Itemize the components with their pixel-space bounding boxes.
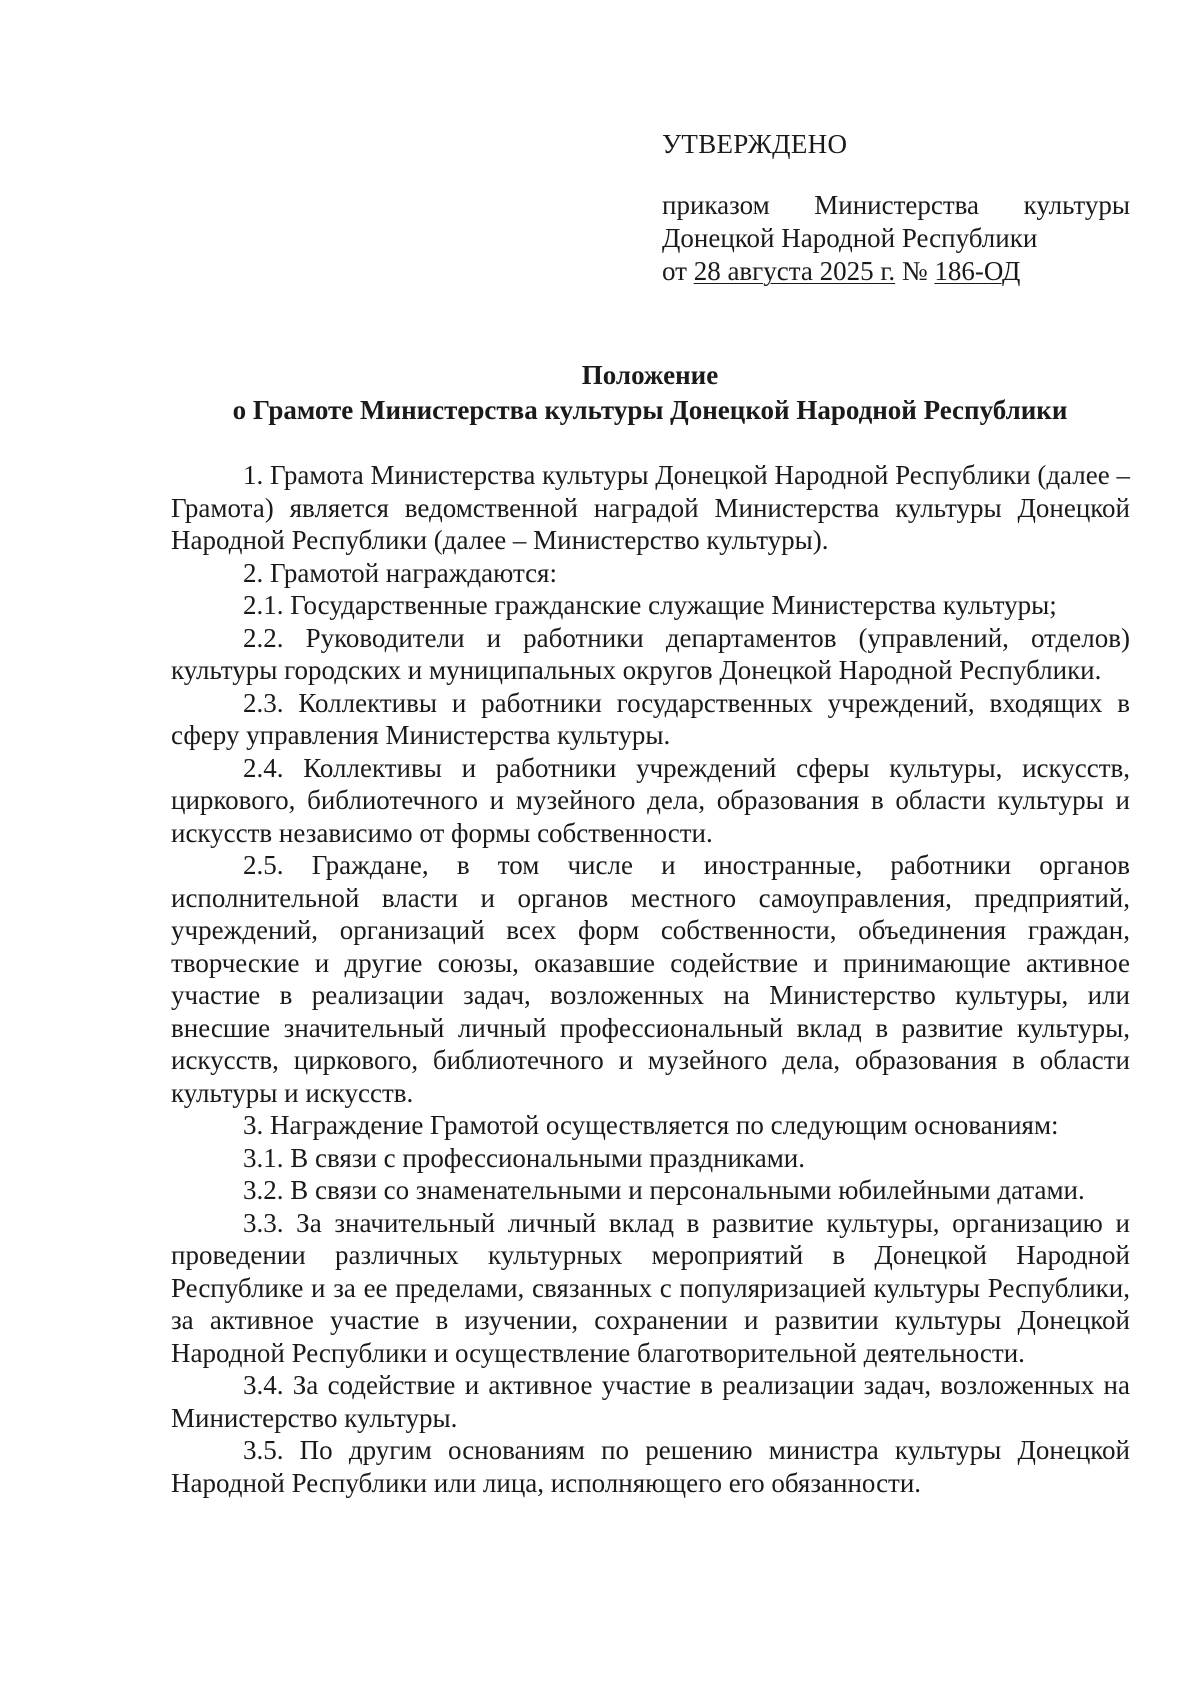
order-date: 28 августа 2025 г. xyxy=(693,256,896,286)
paragraph-3-2: 3.2. В связи со знаменательными и персональными юбилейными датами. xyxy=(243,1175,1085,1205)
republic-line: Донецкой Народной Республики xyxy=(662,223,1038,253)
order-word: приказом xyxy=(662,190,770,220)
order-number: 186-ОД xyxy=(934,256,1021,286)
paragraph-3: 3. Награждение Грамотой осуществляется по следующим основаниям: xyxy=(243,1110,1059,1140)
paragraph-3-4: 3.4. За содействие и активное участие в реализации задач, возложенных на Министерство культуры. xyxy=(171,1370,1130,1433)
order-line xyxy=(662,189,1130,222)
title-line-1: Положение xyxy=(581,360,719,390)
approved-stamp-text: УТВЕРЖДЕНО xyxy=(662,129,848,159)
culture-word: культуры xyxy=(1023,190,1130,220)
title-line-2: о Грамоте Министерства культуры Донецкой Народной Республики xyxy=(232,395,1068,425)
paragraph-3-1: 3.1. В связи с профессиональными праздниками. xyxy=(243,1142,805,1173)
date-prefix: от xyxy=(662,256,687,286)
document-body xyxy=(171,459,1130,1499)
paragraph-2-2: 2.2. Руководители и работники департаментов (управлений, отделов) культуры городских и муниципальных округов Донецкой Народной Республики. xyxy=(171,622,1130,685)
paragraph-2-3: 2.3. Коллективы и работники государственных учреждений, входящих в сферу управления Министерства культуры. xyxy=(171,687,1130,750)
number-sign: № xyxy=(901,256,928,286)
paragraph-3-3: 3.3. За значительный личный вклад в развитие культуры, организацию и проведении различных культурных мероприятий в Донецкой Народной Республике и за ее пределами, связанных с популяризацией культуры Республики, за активное участие в изучении, сохранении и развитии культуры Донецкой Народной Республики и осуществление благотворительной деятельности. xyxy=(171,1207,1130,1368)
paragraph-2-1: 2.1. Государственные гражданские служащие Министерства культуры; xyxy=(243,590,1057,620)
paragraph-2-5: 2.5. Граждане, в том числе и иностранные, работники органов исполнительной власти и органов местного самоуправления, предприятий, учреждений, организаций всех форм собственности, объединения граждан, творческие и другие союзы, оказавшие содействие и принимающие активное участие в реализации задач, возложенных на Министерство культуры, или внесшие значительный личный профессиональный вклад в развитие культуры, искусств, циркового, библиотечного и музейного дела, образования в области культуры и искусств. xyxy=(171,850,1130,1108)
paragraph-2-4: 2.4. Коллективы и работники учреждений сферы культуры, искусств, циркового, библиотечного и музейного дела, образования в области культуры и искусств независимо от формы собственности. xyxy=(171,752,1130,848)
document-title xyxy=(170,358,1130,428)
paragraph-3-5: 3.5. По другим основаниям по решению министра культуры Донецкой Народной Республики или лица, исполняющего его обязанности. xyxy=(171,1435,1130,1498)
paragraph-1: 1. Грамота Министерства культуры Донецкой Народной Республики (далее – Грамота) является ведомственной наградой Министерства культуры Донецкой Народной Республики (далее – Министерство культуры). xyxy=(171,460,1130,555)
ministry-word: Министерства xyxy=(814,190,980,220)
paragraph-2: 2. Грамотой награждаются: xyxy=(243,557,557,588)
order-date-line xyxy=(662,255,1130,288)
approval-block xyxy=(662,128,1130,288)
